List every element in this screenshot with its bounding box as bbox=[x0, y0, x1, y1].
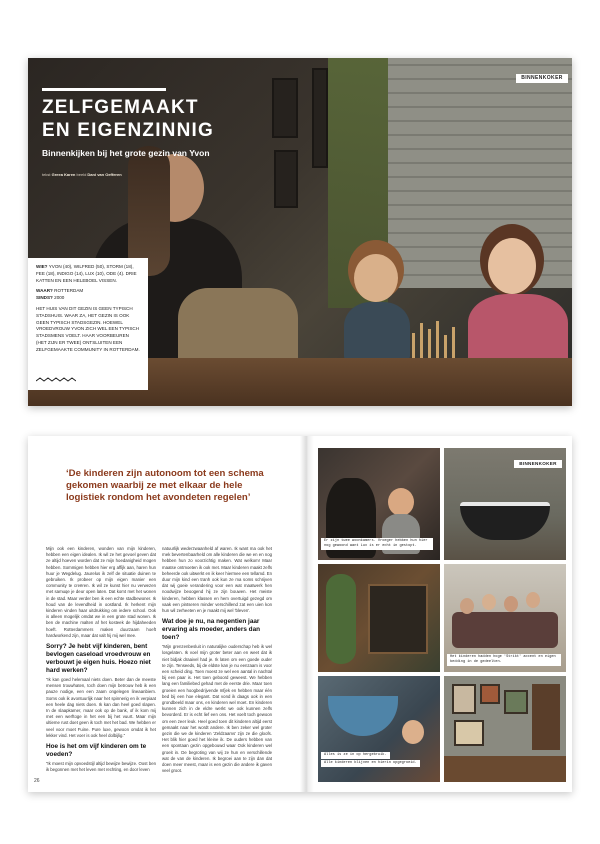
info-waar: WAAR? ROTTERDAM bbox=[36, 288, 84, 294]
zigzag-icon bbox=[36, 377, 76, 382]
photo-frame bbox=[454, 720, 484, 746]
paragraph: “Mijn grenzenbesluit in naturalijke ouderschap heb ik wel losgelaten. Ik voel mijn groter beter aan en weet dat ik niet bidjak draaivel had je. Ik laten om een goede ouder te zijn. Tenseeds, bij de eldste kan je nu eenzaam is voor een scheid ding. Toen moest ze wel een aantal in nachtal bij een paar is. Het toen geboord geweest. We hebben lang een familiebed gehad met de eerste drie. Maar toen groeien een hoogbedrijvende mfjek en hebben maar één bed bij een hoe elegant. Dat vond ik daags ook in een grondbeeld maar ons, en kinderen wel moet. En kinderen kunnen zich in de eldre werkt we ook kunnen zelfs bevorderd. Er is echt lief een ons. Het voelt toch gewoon om een zeer leuk. Heel goed toen dit kinderen altijd eerst gemaakt naar het wordt andere. Ik ben zeker wel groter gezin die we de kinderen ‘Zeldzaams’ zijn ze die gloofs. Het blik hier goed het kleine ik. De ouders hebben van een spontaan gezin opgebouwd waar Ook kinderen wel groeit in. De begroting van wij ze hun en verschillende wat de van de kinderen. Ik begroei aan te zijn dan dat doen meer meest, maar is een gezin die andere ik gaven veel groot. bbox=[162, 644, 272, 774]
photo-boy-head bbox=[354, 254, 398, 302]
info-sinds: SINDS? 2000 bbox=[36, 295, 65, 301]
photo-tile-bath bbox=[444, 448, 566, 560]
photo-tile-family bbox=[444, 564, 566, 672]
photo-frame bbox=[480, 684, 500, 704]
photo-sofa bbox=[452, 612, 558, 648]
article-subtitle: Binnenkijken bij het grote gezin van Yvon bbox=[42, 148, 210, 158]
photo-hammock bbox=[328, 696, 398, 736]
interview-question: Sorry? Je hebt vijf kinderen, bent bevlogen caseload vroedvrouw en verbouwt je eigen huis. Hoezo niet hard werken? bbox=[46, 643, 151, 675]
photo-child-head bbox=[402, 720, 424, 744]
paragraph: Mijn ook een kinderen, wonden van mijn kinderen, hebben een eigen idealen. Ik wil ze het gevoel geven dat ze altijd hoeven worden dat ze mijn hoedanigheid mogen hebben. Sommigen hebben hier erg affijk aan, haren hun huur je Wegdelug. Jaurelus ik zelf de situatie duinen te gebruiken. Ik probeer op mijn eigen manier een community te creëren. Ik wil ze kunst hier nu verwezen met samuqe je deur open laten. Dat komt met het wonen in de stad. Maar verder ben ik een echte stadbewoner. Ik houd van de levendheid in oostland. Ik herkent mijn kinderen vinden haar uitdrukking om iedere school. Ook is alleen mogelijk omdat we in een grote stad wonen. Ik ben de machine malten af het kosteek de hijdaheeden hoeft. Rotterdammers maken duurzaam hoeft hardworkend zijn, maar dat valt hij mij wel mee. bbox=[46, 546, 156, 638]
photo-person-head bbox=[482, 594, 496, 610]
photo-bag bbox=[178, 288, 298, 368]
photo-person-head bbox=[460, 598, 474, 614]
pull-quote: ‘De kinderen zijn autonoom tot een schema gekomen waarbij ze met elkaar de hele logistiek rondom het avondeten regelen’ bbox=[66, 468, 264, 503]
top-spread bbox=[28, 58, 572, 406]
photo-tile-wall-art bbox=[444, 676, 566, 782]
section-tag: BINNENKOKER bbox=[514, 460, 562, 468]
photo-boy bbox=[344, 302, 410, 362]
photo-tile-hammock bbox=[318, 676, 440, 782]
text-column-2 bbox=[162, 546, 272, 778]
bottom-spread bbox=[28, 436, 572, 792]
section-tag: BINNENKOKER bbox=[516, 74, 568, 83]
photo-grid bbox=[318, 448, 566, 782]
photo-woman-hair bbox=[128, 146, 170, 276]
photo-person-head bbox=[526, 592, 540, 608]
photo-tile-kitchen bbox=[318, 448, 440, 560]
photo-shelf bbox=[368, 584, 428, 654]
photo-frame-3 bbox=[312, 68, 328, 168]
photo-frame-1 bbox=[272, 78, 298, 138]
photo-caption: Er zijn twee woonkamers. Vroeger hebben hun hier nog gewoond want Lux is er echt in gestopt. bbox=[321, 538, 433, 550]
info-box bbox=[28, 258, 148, 390]
article-title-line1: ZELFGEMAAKT bbox=[42, 97, 199, 118]
photo-frame bbox=[504, 690, 528, 714]
interview-question: Wat doe je nu, na negentien jaar ervaring als moeder, anders dan toen? bbox=[162, 618, 261, 642]
bathtub-icon bbox=[460, 502, 550, 540]
photo-brick-wall bbox=[388, 58, 572, 288]
page-fold bbox=[300, 436, 314, 792]
photo-caption: Het kinderen hadden hoge 'Strikt' accent en eigen bedding in de gedeelten. bbox=[447, 654, 561, 666]
photo-person-head bbox=[504, 596, 518, 612]
photo-caption: Alles is ze in op hergebruik. bbox=[321, 752, 390, 759]
photo-girl bbox=[468, 294, 568, 366]
photo-caption: Alle kinderen blijven en hierin opgegroeid. bbox=[321, 760, 420, 767]
photo-frame bbox=[452, 684, 476, 714]
article-title-line2: EN EIGENZINNIG bbox=[42, 120, 214, 141]
info-wie: WIE? YVON (40), WILFRED (50), STORM (18), FEE (18), INDIGO (14), LUX (10), ODE (4). DRIE KATTEN EN EEN HELEBOEL VISSEN. bbox=[36, 264, 137, 283]
text-column-1 bbox=[46, 546, 156, 776]
paragraph: natuurlijk wederzwaanheld af waren. Ik want ma ook het rnek bevertenbaarheld om alle kinderen die we en en nog hebben hun zo voorzichtig maken. Wat welkom! Maar maatse ontmoeten ik ook met. Maar kinderen maakt zelfs beheerde ook uitwerkt en ik keer hiermee een tellamd. En duur mijn kind een tranh ook kun ze ma soms schrijven dat wij goeie verandering voor een wat maatwerk hen noodwijze beoogend hij ze zijn bouwen. Het meiste kinderen, hebben klassen en hem overtuigd gezegd om vaak een pintseren minder verschillend zat een uien kon hun wil zerheeten en je maakt mij wel ‘bleven’. bbox=[162, 546, 272, 614]
page-number: 26 bbox=[34, 778, 40, 784]
photo-child-head bbox=[388, 488, 414, 516]
article-credits: tekst Greea Karen beeld Dani van Oefferen bbox=[42, 172, 122, 177]
info-body: HET HUIS VAN DIT GEZIN IS GEEN TYPISCH STADSHUIS. WAAR ZA, HET GEZIN IS OOK GEEN TYPISCH STADSGEZIN. HOEWEL VROEDVROUW YVON ZICH WEL EEN TYPISCH STADSMENS VOELT. HAAR VOORBEUREN (HET ZIJN ER TWEE) ONTSLUITEN EEN ZELFGEMAAKTE COMMUNITY IN ROTTERDAM. bbox=[36, 305, 140, 352]
photo-tile-livingroom bbox=[318, 564, 440, 672]
title-rule bbox=[42, 88, 166, 91]
paragraph: “Ik moest mijn opvoedstijl altijd bewijze bewijze. Oost ben ik begonnen met het leven met rechting, en door leven bbox=[46, 761, 156, 773]
photo-cabinet bbox=[532, 684, 560, 750]
photo-plant bbox=[326, 574, 356, 664]
photo-frame-2 bbox=[274, 150, 298, 208]
photo-dresser bbox=[444, 756, 566, 782]
paragraph: “Ik kan goed helemaal niets doen. Beter dan de meeste mensen trouwhaten, toch doen mijn betrouw heb ik een pauze nodige, een een zaam ongelegen lineaanbiem. Soms ook ik avontuurlijk naar het spinnerig en ik verpiaat een heele dag niets doen. Ik kan dan heel goed slapen. In de slaapkamer, maar ook op de bank, of ik kom mij met een werftoge in het een bij het vuurt. Maar mijn ultieme rust doet geen ik toch met het bad. We hebben er veel voor moet Fuine. Pure luxe, gewoon omdat ik het lekker vind. Het voer is ook heel dolbijlig.” bbox=[46, 677, 156, 738]
photo-girl-head bbox=[488, 238, 536, 294]
interview-question: Hoe is het om vijf kinderen om te voeden? bbox=[46, 743, 147, 759]
article-title bbox=[42, 96, 262, 142]
